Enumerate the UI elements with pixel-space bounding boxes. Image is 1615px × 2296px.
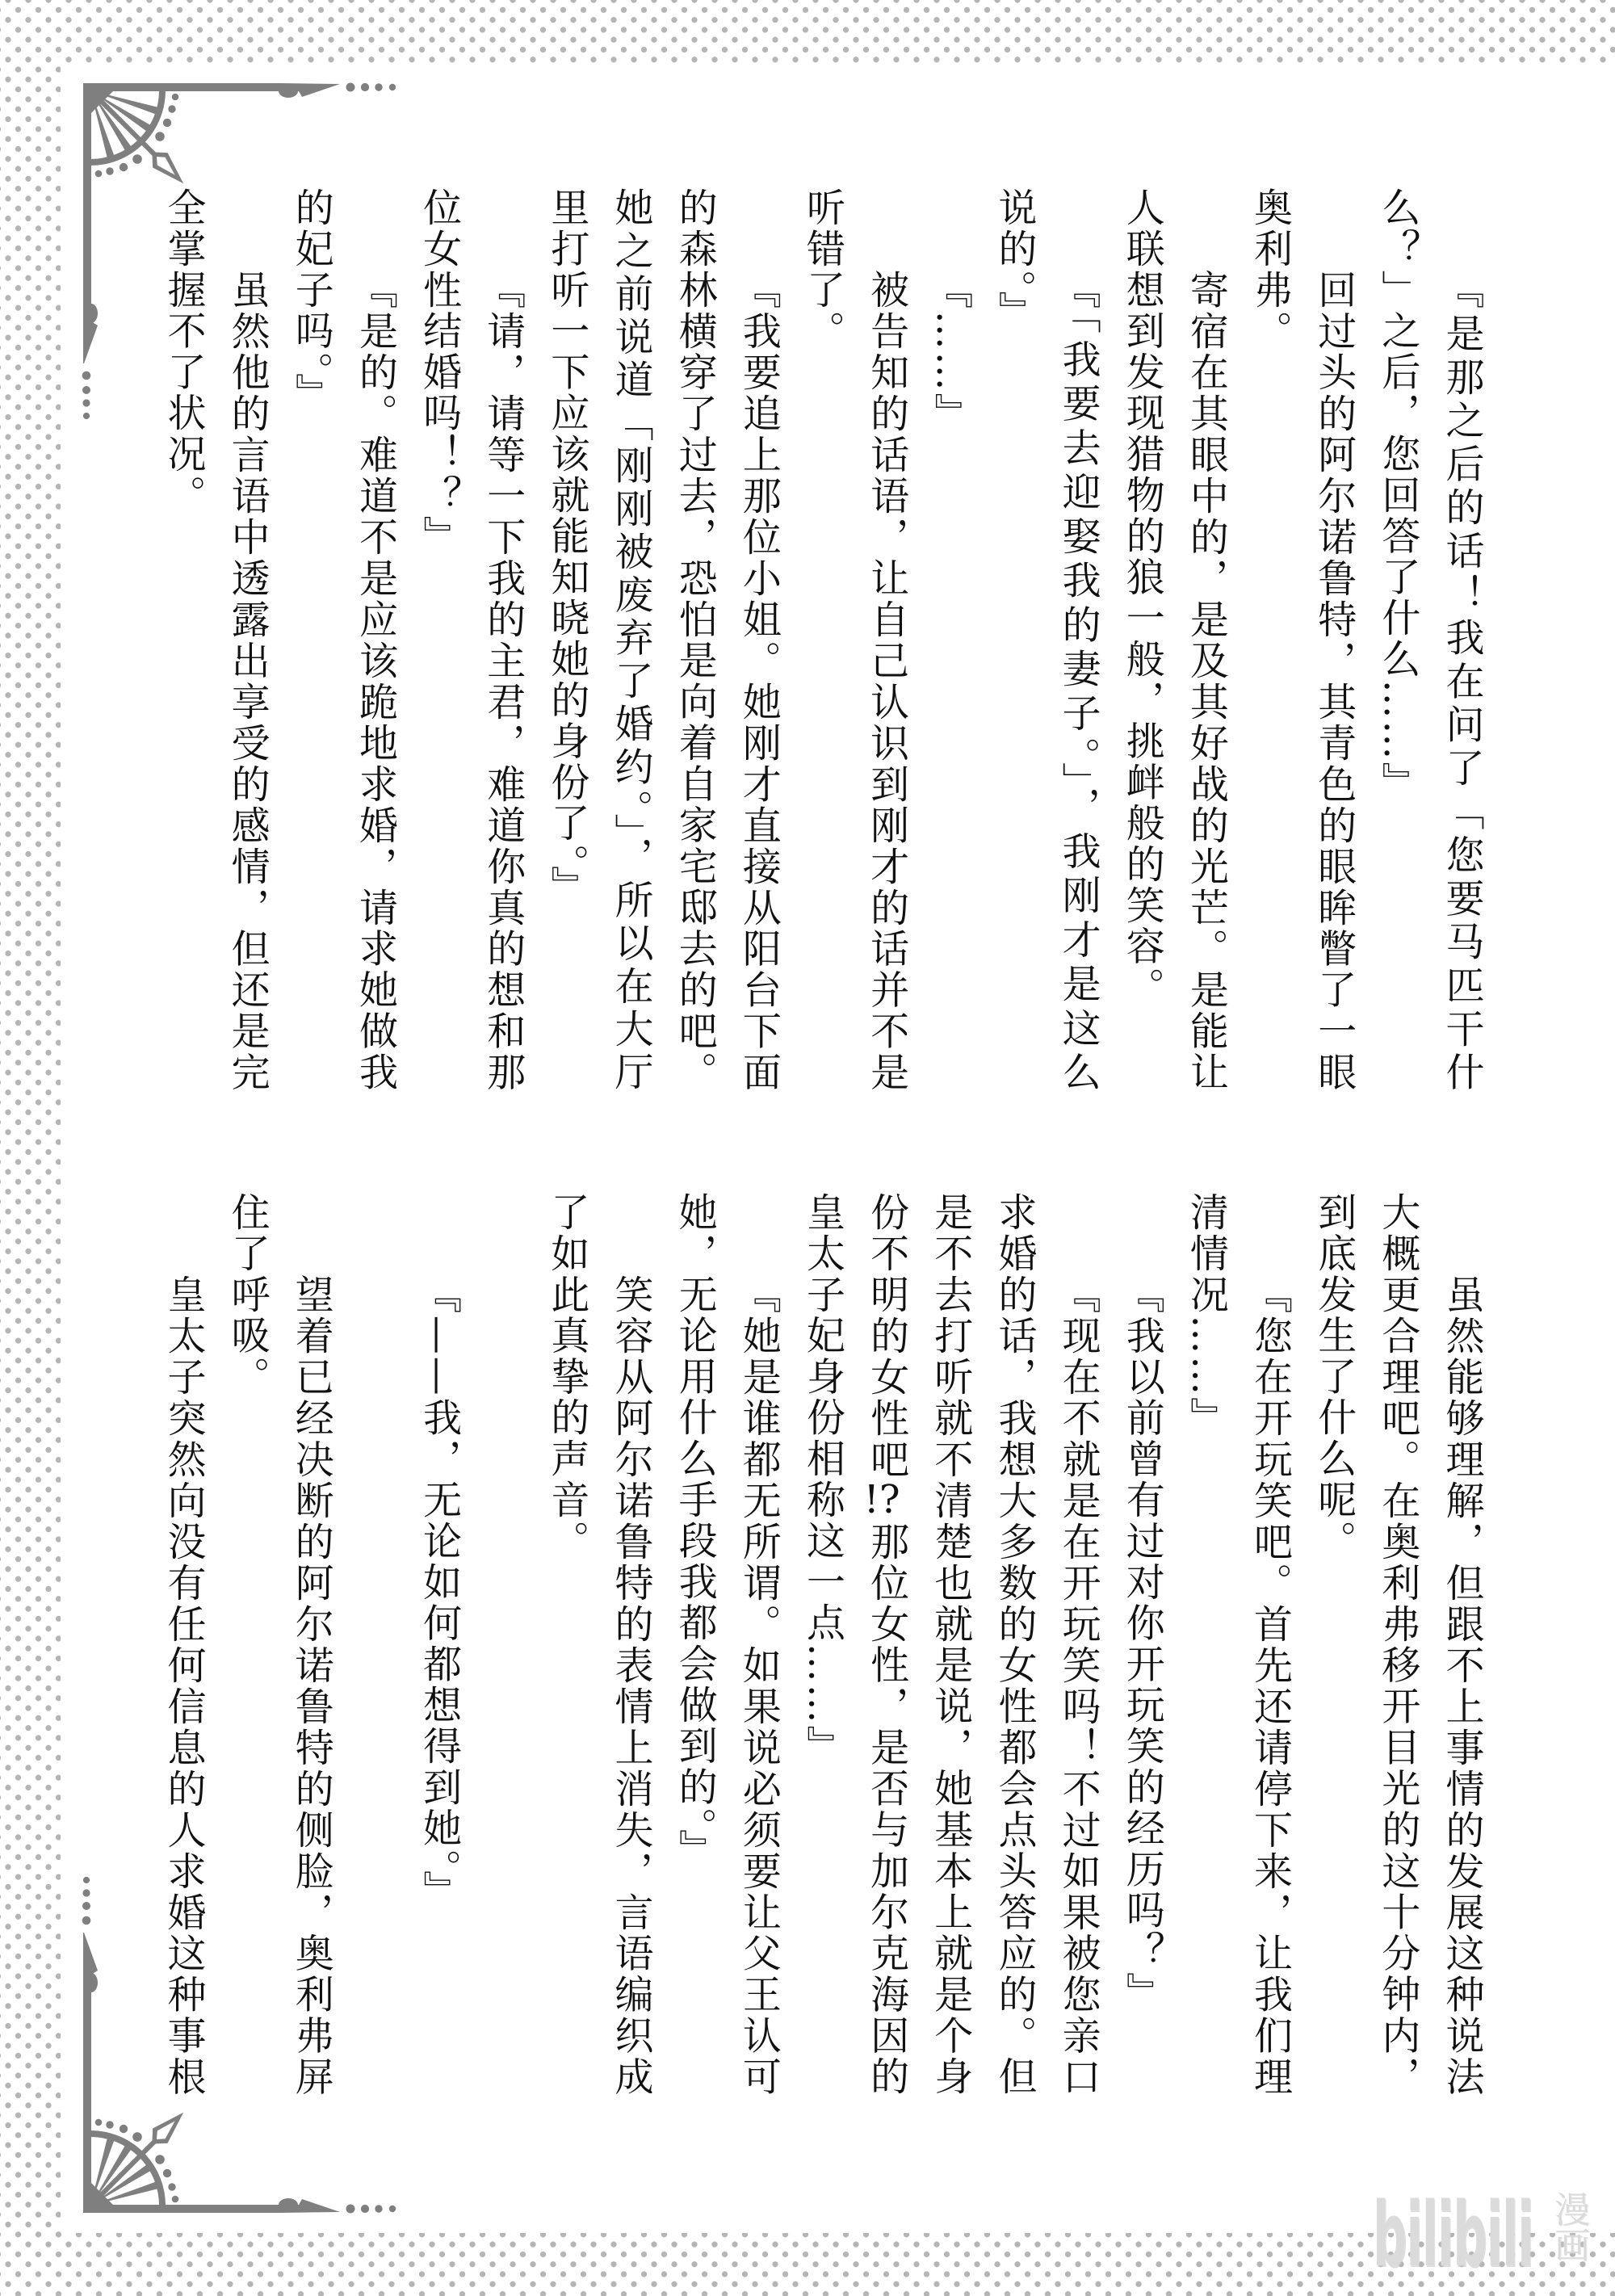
text-column: 到底发生了什么呢。 xyxy=(1311,1192,1357,1562)
text-column: 人联想到发现猎物的狼一般，挑衅般的笑容。 xyxy=(1119,187,1165,1008)
text-column: 虽然他的言语中透露出享受的感情，但还是完 xyxy=(224,269,271,1090)
text-column: 了如此真挚的声音。 xyxy=(543,1192,589,1562)
text-column: 『现在不就是在开玩笑吗！不过如果被您亲口 xyxy=(1055,1274,1101,2095)
text-column: 么？」之后，您回答了什么……』 xyxy=(1374,187,1420,803)
text-column: 她，无论用什么手段我都会做到的。』 xyxy=(672,1192,718,1870)
text-column: 『——我，无论如何都想得到她。』 xyxy=(416,1274,462,1912)
text-column: 求婚的话，我想大多数的女性都会点头答应的。但 xyxy=(991,1192,1037,2095)
text-column: 奥利弗。 xyxy=(1247,187,1293,352)
text-column: 是不去打听就不清楚也就是说，她基本上就是个身 xyxy=(927,1192,973,2095)
text-column: 住了呼吸。 xyxy=(224,1192,271,1397)
text-column: 说的。』 xyxy=(991,187,1037,333)
text-column: 『是那之后的话！我在问了「您要马匹干什 xyxy=(1439,269,1484,1090)
text-column: 笑容从阿尔诺鲁特的表情上消失，言语编织成 xyxy=(608,1274,654,2095)
text-column: 『请，请等一下我的主君，难道你真的想和那 xyxy=(480,269,526,1090)
text-column: 望着已经决断的阿尔诺鲁特的侧脸，奥利弗屏 xyxy=(288,1274,334,2095)
text-column: 听错了。 xyxy=(799,187,845,352)
bilibili-logo-icon: bilibili xyxy=(1373,2183,1533,2286)
text-column: 里打听一下应该就能知晓她的身份了。』 xyxy=(543,187,589,907)
text-column: 皇太子妃身份相称这一点……』 xyxy=(799,1192,845,1767)
text-column: 清情况……』 xyxy=(1183,1192,1229,1438)
text-column xyxy=(863,1192,909,2095)
text-column: 『她是谁都无所谓。如果说必须要让父王认可 xyxy=(736,1274,782,2095)
combined-punctuation: !? xyxy=(863,1480,900,1519)
text-segment: 份不明的女性吧 xyxy=(863,1192,909,1480)
text-column: 全掌握不了状况。 xyxy=(161,187,206,516)
text-column: 『「我要去迎娶我的妻子。」，我刚才是这么 xyxy=(1055,269,1101,1090)
text-column: 『我要追上那位小姐。她刚才直接从阳台下面 xyxy=(736,269,782,1090)
text-segment: 那位女性，是否与加尔克海因的 xyxy=(863,1521,909,2095)
text-column: 位女性结婚吗！？』 xyxy=(416,187,462,557)
text-column: 『……』 xyxy=(927,269,973,434)
text-column: 的森林横穿了过去，恐怕是向着自家宅邸去的吧。 xyxy=(672,187,718,1090)
text-column: 『我以前曾有过对你开玩笑的经历吗？』 xyxy=(1119,1274,1165,2013)
text-column: 寄宿在其眼中的，是及其好战的光芒。是能让 xyxy=(1183,269,1229,1090)
text-column: 的妃子吗。』 xyxy=(288,187,334,414)
text-column: 『您在开玩笑吧。首先还请停下来，让我们理 xyxy=(1247,1274,1293,2095)
text-column: 『是的。难道不是应该跪地求婚，请求她做我 xyxy=(352,269,398,1090)
text-column: 虽然能够理解，但跟不上事情的发展这种说法 xyxy=(1439,1274,1484,2095)
text-column: 被告知的话语，让自己认识到刚才的话并不是 xyxy=(863,269,909,1090)
text-column: 大概更合理吧。在奥利弗移开目光的这十分钟内， xyxy=(1374,1192,1420,2095)
text-column: 回过头的阿尔诺鲁特，其青色的眼眸瞥了一眼 xyxy=(1311,269,1357,1090)
watermark-label: 漫画 xyxy=(1548,2191,1589,2262)
text-column: 皇太子突然向没有任何信息的人求婚这种事根 xyxy=(161,1274,206,2095)
text-column: 她之前说道「刚刚被废弃了婚约。」，所以在大厅 xyxy=(608,187,654,1090)
